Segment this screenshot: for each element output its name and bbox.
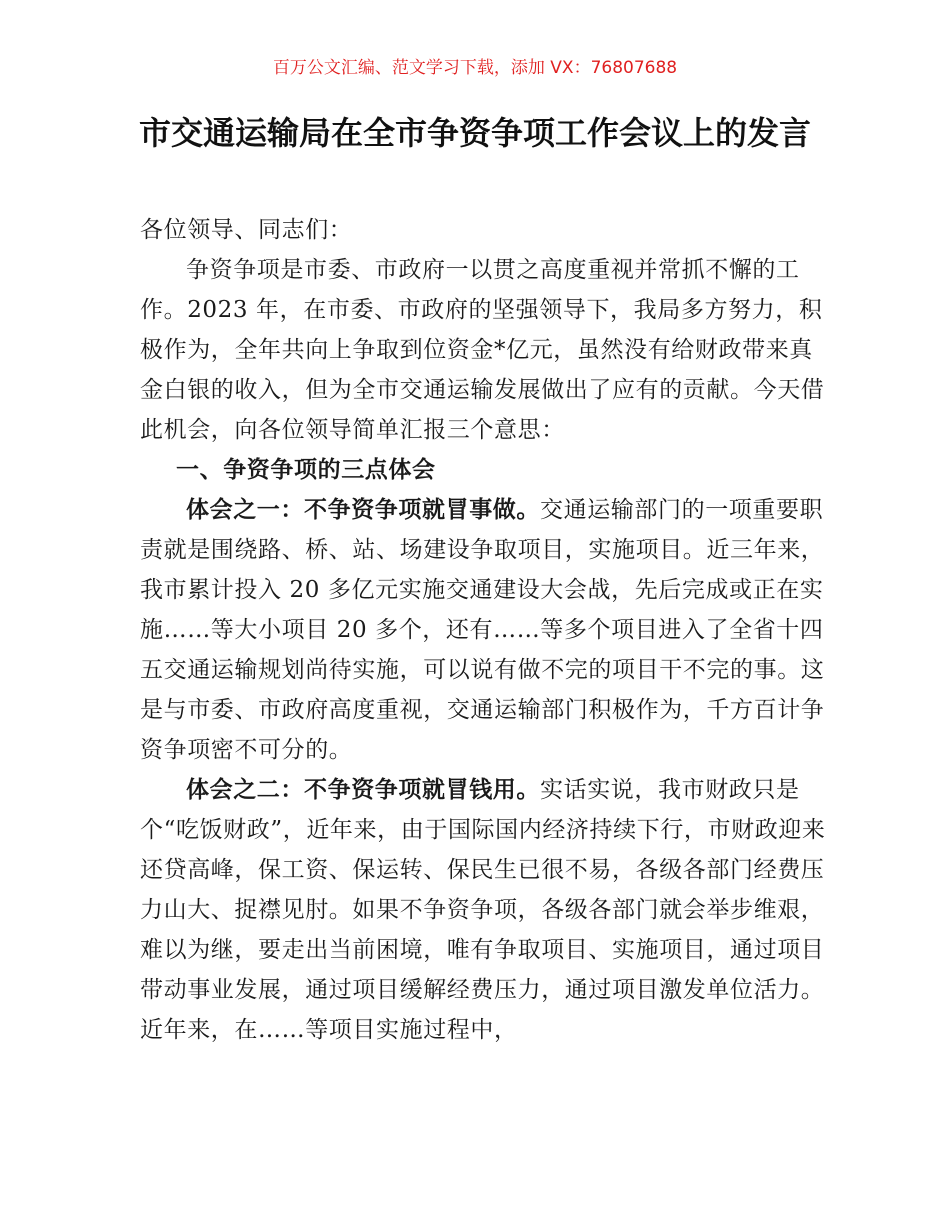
insight-1-text: 交通运输部门的一项重要职责就是围绕路、桥、站、场建设争取项目，实施项目。近三年来，我市累计投入 20 多亿元实施交通建设大会战，先后完成或正在实施……等大小项目 20 多个，还有……等多个项目进入了全省十四五交通运输规划尚待实施，可以说有做不完的项目干不完的事。这是与市委、市政府高度重视，交通运输部门积极作为，千方百计争资争项密不可分的。 — [140, 497, 825, 763]
insight-1-lead: 体会之一：不争资争项就冒事做。 — [186, 496, 540, 523]
insight-2-lead: 体会之二：不争资争项就冒钱用。 — [186, 776, 540, 803]
header-banner: 百万公文汇编、范文学习下载，添加 VX：76807688 — [272, 58, 678, 78]
document-body — [140, 210, 826, 1050]
paragraph-insight-1 — [140, 490, 826, 770]
insight-2-text: 实话实说，我市财政只是个“吃饭财政”，近年来，由于国际国内经济持续下行，市财政迎来还贷高峰，保工资、保运转、保民生已很不易，各级各部门经费压力山大、捉襟见肘。如果不争资争项，各级各部门就会举步维艰，难以为继，要走出当前困境，唯有争取项目、实施项目，通过项目带动事业发展，通过项目缓解经费压力，通过项目激发单位活力。近年来，在……等项目实施过程中， — [140, 777, 826, 1043]
document-title: 市交通运输局在全市争资争项工作会议上的发言 — [138, 114, 811, 152]
salutation: 各位领导、同志们： — [140, 217, 353, 243]
paragraph-intro: 争资争项是市委、市政府一以贯之高度重视并常抓不懈的工作。2023 年，在市委、市政府的坚强领导下，我局多方努力，积极作为，全年共向上争取到位资金*亿元，虽然没有给财政带来真金白银的收入，但为全市交通运输发展做出了应有的贡献。今天借此机会，向各位领导简单汇报三个意思： — [140, 257, 825, 443]
section-heading-1: 一、争资争项的三点体会 — [176, 456, 436, 483]
paragraph-insight-2 — [140, 770, 826, 1050]
